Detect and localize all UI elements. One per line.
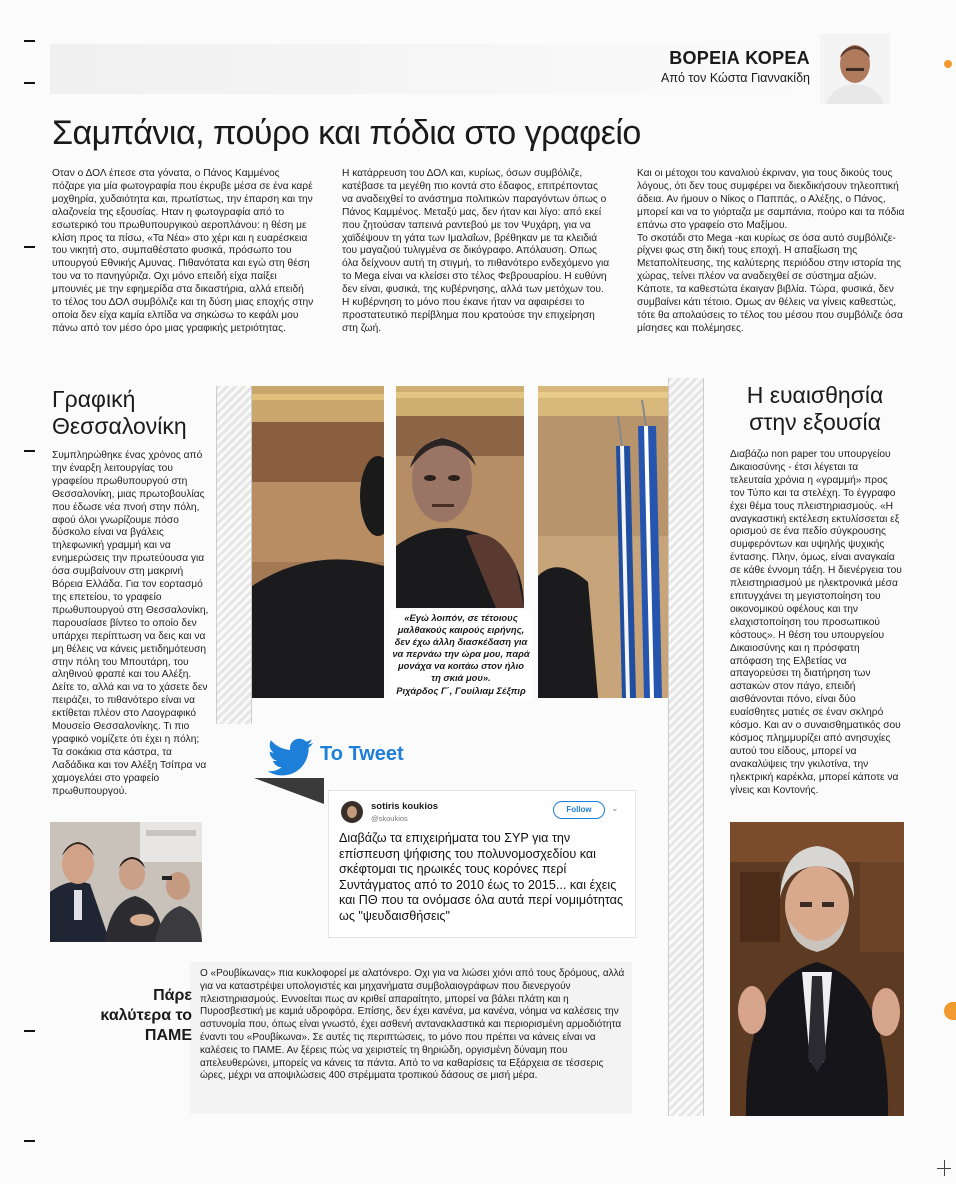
margin-tick xyxy=(24,246,35,248)
right-story xyxy=(720,382,910,797)
main-text-col1: Οταν ο ΔΟΛ έπεσε στα γόνατα, ο Πάνος Καμμένος πόζαρε για μία φωτογραφία που έκρυβε μέσα σε ένα καρέ μοχθηρία, χυδαιότητα και, πρωτίστως, την έπαρση και την αλαζονεία της εξουσίας. Ηταν η φωτογραφία από το εσωτερικό του πρωθυπουργικού αεροπλάνου: η θέση με κλίση προς τα πίσω, «Τα Νέα» στο χέρι και η ευαρέσκεια του νικητή στο, συμπαθέστατο φυσικά, πρόσωπο του υπουργού Εθνικής Αμυνας. Πιθανότατα και εγώ στη θέση του να το πανηγύριζα. Οχι μόνο επειδή είχα παίξει μπουνιές με την εφημερίδα στα δικαστήρια, αλλά επειδή το τέλος του ΔΟΛ συμβόλιζε και τη δύση μιας εποχής στην οποία δεν είχα καμία ελπίδα να σηκώσω το κεφάλι μου πάνω από τον μέσο όρο μιας γραφικής μετριότητας. xyxy=(52,168,314,334)
bottom-story xyxy=(200,968,628,1083)
main-text-col3a: Και οι μέτοχοι του καναλιού έκριναν, για τους δικούς τους λόγους, ότι δεν τους συμφέρει να διεκδικήσουν τηλεοπτική άδεια. Αν ήμουν ο Νίκος ο Παππάς, ο Αλέξης, ο Πάνος, μπορεί και να το γιόρταζα με σαμπάνια, πούρο και τα πόδια επάνω στο γραφείο στο Μαξίμου. xyxy=(637,168,905,231)
kammenos-photo-left xyxy=(252,386,384,698)
kontonis-photo xyxy=(730,822,904,1116)
margin-tick xyxy=(24,450,35,452)
margin-tick xyxy=(24,1140,35,1142)
tweet-follow-button[interactable]: Follow xyxy=(553,801,605,819)
tweet-user-name: sotiris koukios xyxy=(371,801,439,812)
left-story-title-2: Θεσσαλονίκη xyxy=(52,413,187,439)
tweet-text: Διαβάζω τα επιχειρήματα του ΣΥΡ για την επίσπευση ψήφισης του πολυνομοσχεδίου και σκέφτομαι τις ηρωικές τους κορόνες περί Συντάγματος από το 2010 έως το 2015... και έχεις και ΠΘ που τα ονόμασε όλα αυτά περί νομιμότητας ως "ψευδαισθήσεις" xyxy=(339,831,624,923)
left-story-title-1: Γραφική xyxy=(52,386,136,412)
main-text-col3b: Το σκοτάδι στο Mega -και κυρίως σε όσα αυτό συμβόλιζε- ρίχνει φως στη δική τους εποχή. Η απαξίωση της Μεταπολίτευσης, της καλύτερης περιόδου στην ιστορία της χώρας, τείνει πλέον να αναδειχθεί σε σύστημα αξιών. Κάποτε, τα καθεστώτα έκαιγαν βιβλία. Τώρα, φυσικά, δεν συμβαίνει κάτι τέτοιο. Ομως αν θέλεις να γίνεις καθεστώς, τότε θα απολαύσεις το τέλος του μέσου που συμβόλιζε όσα μίσησες και πολέμησες. xyxy=(637,232,903,334)
quote-text: «Εγώ λοιπόν, σε τέτοιους μαλθακούς καιρούς ειρήνης, δεν έχω άλλη διασκέδαση για να περνάω την ώρα μου, παρά μονάχα να κοιτάω στον ήλιο τη σκιά μου». xyxy=(392,612,530,683)
tweet-avatar xyxy=(341,801,363,823)
right-story-title-1: Η ευαισθησία xyxy=(746,382,884,408)
bottom-story-body: Ο «Ρουβίκωνας» πια κυκλοφορεί με αλατόνερο. Οχι για να λιώσει χιόνι από τους δρόμους, αλλά για να καταστρέψει υπολογιστές και μηχανήματα συμβολαιογράφων που διενεργούν πλειστηριασμούς. Εννοείται πως αν κριθεί απαραίτητο, μπορεί να βάλει πλάτη και η Πυροσβεστική με καμιά υδροφόρα. Επίσης, δεν έχει κανένα, μα κανένα, νόημα να καλέσεις την αστυνομία που, όπως είναι γνωστό, έχει ασθενή αντανακλαστικά και περιορισμένη αρμοδιότητα έναντι του «Ρουβίκωνα». Σε αυτές τις περιπτώσεις, το μόνο που πρέπει να κάνεις είναι να καλέσεις το ΠΑΜΕ. Αν ξέρεις πώς να χειριστείς τη θηριώδη, οργισμένη δύναμη που απελευθερώνει, μπορείς να κάνεις τα πάντα. Από το να καθαρίσεις τα Εξάρχεια σε τέσσερις ώρες, μέχρι να αποψιλώσεις 400 στρέμματα τροπικού δάσους σε μισή μέρα. xyxy=(200,968,625,1082)
page-tab-marker xyxy=(944,1002,956,1020)
twitter-bird-icon xyxy=(268,738,318,778)
kammenos-photo-center xyxy=(396,386,524,608)
page-dot xyxy=(944,60,952,68)
author-line: Από τον Κώστα Γιαννακίδη xyxy=(661,71,810,85)
margin-tick xyxy=(24,1030,35,1032)
margin-tick xyxy=(24,40,35,42)
quote-source: Ριχάρδος Γ΄, Γουίλιαμ Σέξπιρ xyxy=(396,685,526,696)
left-story xyxy=(52,386,212,798)
left-story-body: Συμπληρώθηκε ένας χρόνος από την έναρξη λειτουργίας του γραφείου πρωθυπουργού στη Θεσσαλονίκη, μιας πρωτοβουλίας που έδωσε νέα πνοή στην πόλη, αφού όλοι γνωρίζουμε πόσο δύσκολο είναι να βγάλεις τηλεφωνική γραμμή και να ενημερώσεις την πρωτεύουσα για όσα συμβαίνουν στη μακρινή Βόρεια Ελλάδα. Για τον εορτασμό της επετείου, το γραφείο πρωθυπουργού στη Θεσσαλονίκη, παρουσίασε βίντεο το οποίο δεν υπάρχει περίπτωση να δεις και να μη θέλεις να κάνεις μετιδημότευση στην πόλη του Μπουτάρη, του αληθινού φραπέ και του Αλέξη. Δείτε το, αλλά και να το χάσετε δεν πειράζει, το πιθανότερο είναι να εκτίθεται πλέον στο Λαογραφικό Μουσείο Θεσσαλονίκης. Τι πιο γραφικό νομίζετε ότι έχει η πόλη; Τα σοκάκια στα κάστρα, τα Λαδάδικα και τον Αλέξη Τσίπρα να χαμογελάει στο γραφείο πρωθυπουργού. xyxy=(52,450,209,797)
chevron-down-icon[interactable]: ⌄ xyxy=(611,803,619,813)
hatch-band-left xyxy=(216,386,252,724)
shakespeare-quote xyxy=(390,610,532,699)
right-story-body: Διαβάζω non paper του υπουργείου Δικαιοσύνης - έτσι λέγεται τα τελευταία χρόνια η «γραμμή» προς τον Τύπο και τα στελέχη. Το έγγραφο έχει θέμα τους πλειστηριασμούς. «Η αναγκαστική εκτέλεση εκτυλίσσεται εξ ορισμού σε ένα πεδίο σύγκρουσης συμφερόντων και υψηλής ψυχικής έντασης. Πλην, όμως, είναι αναγκαία σε κάθε έννομη τάξη. Η διενέργεια του πλειστηριασμού με ηλεκτρονικά μέσα επιτυγχάνει τη μεγιστοποίηση του οικονομικού οφέλους και την ελαχιστοποίηση του προσωπικού κόστους». Η θέση του υπουργείου Δικαιοσύνης και η πρόσφατη απόφαση της Ελβετίας να απαγορεύσει τη διατήρηση των αστακών στον πάγο, επειδή αισθάνονται πόνο, είναι δύο ευαίσθητες ματιές σε έναν σκληρό κόσμο. Και αν ο συναισθηματικός σου κόσμος πλημμυρίζει από ανησυχίες αυτού του είδους, μπορεί να ανακαλύψεις την γκιλοτίνα, την ηλεκτρική καρέκλα, μπορεί κάποτε να γίνεις και Κοντονής. xyxy=(730,449,902,796)
tsipras-photo xyxy=(50,822,202,942)
main-text-col2: Η κατάρρευση του ΔΟΛ και, κυρίως, όσων συμβόλιζε, κατέβασε τα μεγέθη πιο κοντά στο έδαφος, επιτρέποντας να αναδειχθεί το ανάστημα πολιτικών παραγόντων όπως ο Πάνος Καμμένος. Μεταξύ μας, δεν ήταν και λίγο: από εκεί που ζητούσαν ταπεινά ραντεβού με τον Ψυχάρη, για να χαϊδέψουν τη γάτα των Ιμαλαΐων, βρέθηκαν με τα κλειδιά του μαγαζιού τυλιγμένα σε δικόγραφο. Απόλαυση. Οπως όλα δείχνουν αυτή τη στιγμή, το πιθανότερο ενδεχόμενο για το Mega είναι να κλείσει στο τέλος Φεβρουαρίου. Η ευθύνη δεν είναι, φυσικά, της κυβέρνησης, αλλά των μετόχων του. Η κυβέρνηση το μόνο που έκανε ήταν να αφαιρέσει το προστατευτικό περίβλημα που κρατούσε την επιχείρηση στη ζωή. xyxy=(342,168,610,334)
main-column-2 xyxy=(342,168,610,336)
hatch-band-right xyxy=(668,378,704,1116)
main-column-3 xyxy=(637,168,907,336)
tweet-user-handle: @skoukios xyxy=(371,814,408,823)
tweet-section-label: Το Tweet xyxy=(320,743,404,765)
right-story-title-2: στην εξουσία xyxy=(749,409,881,435)
column-header xyxy=(600,48,810,85)
bottom-story-title: Πάρε καλύτερα το ΠΑΜΕ xyxy=(100,987,192,1044)
author-avatar xyxy=(820,34,890,104)
tweet-card xyxy=(328,790,636,938)
column-title: ΒΟΡΕΙΑ ΚΟΡΕΑ xyxy=(669,48,810,68)
main-column-1 xyxy=(52,168,314,336)
margin-tick xyxy=(24,82,35,84)
tweet-corner-wedge xyxy=(254,778,324,804)
kammenos-photo-right xyxy=(538,386,668,698)
headline: Σαμπάνια, πούρο και πόδια στο γραφείο xyxy=(52,114,641,152)
crop-mark xyxy=(944,1160,945,1176)
